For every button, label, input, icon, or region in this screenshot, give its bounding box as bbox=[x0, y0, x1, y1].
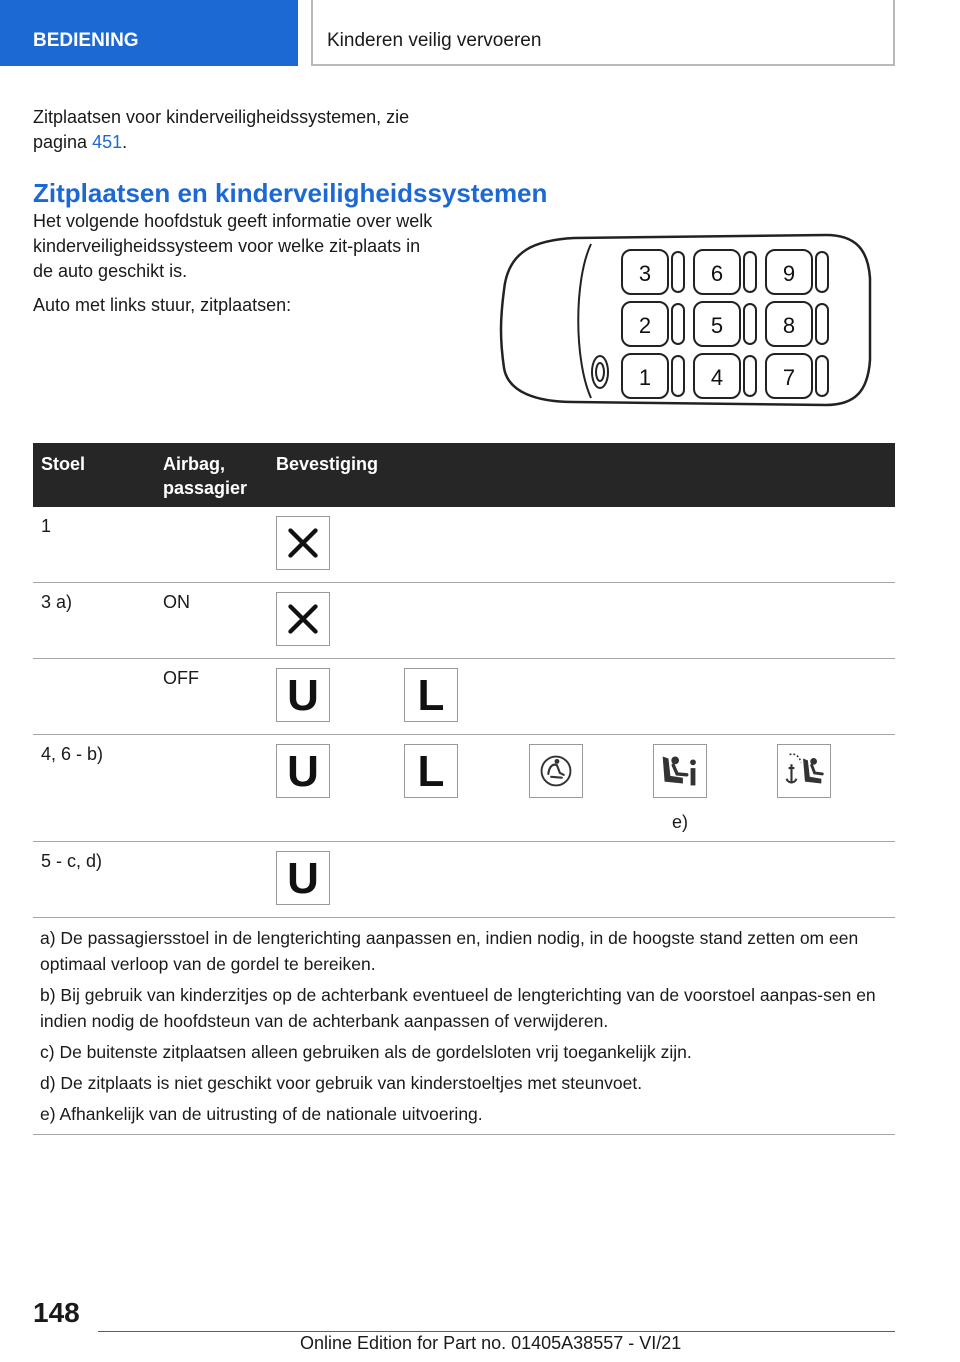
intro-paragraph bbox=[33, 105, 453, 155]
section-heading: Zitplaatsen en kinderveiligheidssystemen bbox=[33, 178, 548, 208]
seat-7 bbox=[766, 354, 828, 398]
seat-number: 4 bbox=[710, 365, 724, 390]
i-size-icon bbox=[529, 744, 583, 798]
seat-8 bbox=[766, 302, 828, 346]
universal-u-icon bbox=[276, 851, 330, 905]
semi-universal-l-icon bbox=[404, 668, 458, 722]
page-link[interactable]: 451 bbox=[92, 132, 123, 152]
symbol-letter: U bbox=[287, 854, 319, 903]
not-allowed-icon bbox=[276, 592, 330, 646]
symbol-letter: U bbox=[287, 747, 319, 796]
footer-divider bbox=[98, 1331, 895, 1332]
seat-number: 1 bbox=[638, 365, 652, 390]
footnote: d) De zitplaats is niet geschikt voor gebruik van kinderstoeltjes met steunvoet. bbox=[40, 1073, 643, 1093]
symbol-letter: L bbox=[417, 747, 445, 796]
seat-number: 9 bbox=[782, 261, 796, 286]
seat-cell: 5 - c, d) bbox=[41, 851, 103, 871]
footnote: b) Bij gebruik van kinderzitjes op de achterbank eventueel de lengterichting van de voorstoel aanpas-sen en indien nodig de hoofdsteun van de achterbank aanpassen of verwijderen. bbox=[40, 985, 876, 1031]
seat-6 bbox=[694, 250, 756, 294]
universal-u-icon bbox=[276, 668, 330, 722]
car-seat-diagram bbox=[496, 230, 876, 410]
seat-cell: 1 bbox=[41, 516, 52, 536]
symbol-letter: L bbox=[417, 671, 445, 720]
footer-text: Online Edition for Part no. 01405A38557 - VI/21 bbox=[300, 1333, 682, 1353]
footnote: c) De buitenste zitplaatsen alleen gebruiken als de gordelsloten vrij toegankelijk zijn. bbox=[40, 1042, 692, 1062]
table-row bbox=[33, 842, 895, 918]
section-tab[interactable]: BEDIENING bbox=[0, 0, 298, 66]
footnote: a) De passagiersstoel in de lengterichting aanpassen en, indien nodig, in de hoogste stand zetten om een optimaal verloop van de gordel te bereiken. bbox=[40, 928, 859, 974]
table-row bbox=[33, 507, 895, 583]
seat-2 bbox=[622, 302, 684, 346]
seat-number: 2 bbox=[638, 313, 652, 338]
page-header bbox=[0, 0, 960, 66]
isofix-tether-icon bbox=[777, 744, 831, 798]
table-row bbox=[33, 735, 895, 842]
seat-number: 3 bbox=[638, 261, 652, 286]
car-outline bbox=[501, 235, 870, 405]
seat-4 bbox=[694, 354, 756, 398]
chapter-tab[interactable]: Kinderen veilig vervoeren bbox=[311, 0, 895, 66]
symbol-letter: U bbox=[287, 671, 319, 720]
not-allowed-icon bbox=[276, 516, 330, 570]
seat-3 bbox=[622, 250, 684, 294]
header-stoel: Stoel bbox=[41, 454, 86, 474]
airbag-cell: OFF bbox=[163, 668, 199, 688]
booster-seat-icon bbox=[653, 744, 707, 798]
header-airbag: Airbag, passagier bbox=[163, 454, 248, 498]
table-header bbox=[33, 443, 895, 507]
airbag-cell: ON bbox=[163, 592, 190, 612]
seat-number: 6 bbox=[710, 261, 724, 286]
description bbox=[33, 209, 443, 327]
footnotes-divider bbox=[33, 1134, 895, 1135]
seat-number: 7 bbox=[782, 365, 796, 390]
seat-number: 5 bbox=[710, 313, 724, 338]
windshield-line bbox=[578, 244, 591, 398]
table-row bbox=[33, 583, 895, 659]
seat-1 bbox=[622, 354, 684, 398]
intro-text: Zitplaatsen voor kinderveiligheidssystemen, zie pagina bbox=[33, 107, 410, 152]
semi-universal-l-icon bbox=[404, 744, 458, 798]
description-paragraph: Het volgende hoofdstuk geeft informatie over welk kinderveiligheidssysteem voor welke zit-plaats in de auto geschikt is. bbox=[33, 211, 433, 281]
seat-cell: 4, 6 - b) bbox=[41, 744, 104, 764]
footnote: e) Afhankelijk van de uitrusting of de nationale uitvoering. bbox=[40, 1104, 483, 1124]
footnotes bbox=[40, 925, 892, 1132]
description-paragraph: Auto met links stuur, zitplaatsen: bbox=[33, 295, 292, 315]
intro-end: . bbox=[122, 132, 128, 152]
seat-5 bbox=[694, 302, 756, 346]
seat-number: 8 bbox=[782, 313, 796, 338]
universal-u-icon bbox=[276, 744, 330, 798]
seat-9 bbox=[766, 250, 828, 294]
header-bevestiging: Bevestiging bbox=[276, 454, 379, 474]
seat-cell: 3 a) bbox=[41, 592, 73, 612]
table-row bbox=[33, 659, 895, 735]
page-number: 148 bbox=[33, 1297, 80, 1328]
steering-wheel-icon bbox=[592, 356, 608, 388]
symbol-footnote-marker: e) bbox=[671, 812, 688, 832]
